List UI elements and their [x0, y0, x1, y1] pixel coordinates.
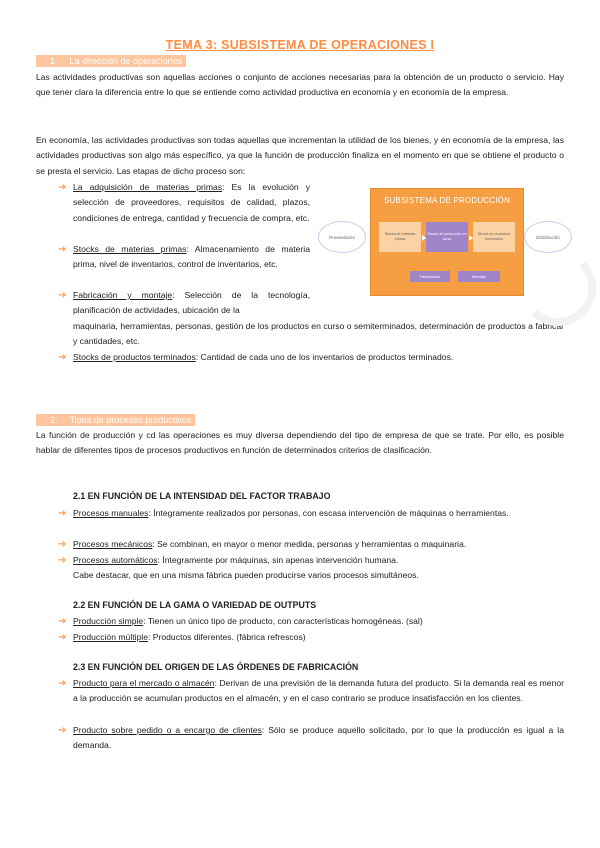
- manufacturing-bar: Fabricación: [410, 271, 450, 282]
- list-item: [58, 614, 564, 629]
- subsection-heading: 2.2 EN FUNCIÓN DE LA GAMA O VARIEDAD DE OUTPUTS: [73, 600, 317, 610]
- arrow-right-icon: ➔: [58, 508, 67, 519]
- list-term: La adquisición de materias primas: [73, 182, 223, 192]
- list-text: : Almacenamiento de materia prima, nivel de inventarios, control de inventarios, etc.: [73, 244, 310, 270]
- list-text: : Sólo se produce aquello solicitado, por lo que la producción es igual a la demanda.: [73, 725, 564, 751]
- list-term: Stocks de materias primas: [73, 244, 187, 254]
- list-text: : Tienen un único tipo de producto, con características homogéneas. (sal): [143, 616, 423, 626]
- subsection-heading: 2.1 EN FUNCIÓN DE LA INTENSIDAD DEL FACTOR TRABAJO: [73, 491, 331, 501]
- subsystem-frame: [370, 188, 524, 296]
- list-term: Procesos automáticos: [73, 555, 158, 565]
- list-item: [58, 553, 564, 568]
- list-item: [58, 676, 564, 707]
- list-term: Procesos mecánicos: [73, 539, 153, 549]
- list-text: : Íntegramente por máquinas, sin apenas intervención humana.: [157, 555, 399, 565]
- list-item: [58, 180, 310, 226]
- arrow-right-icon: ➔: [58, 616, 67, 627]
- list-item: [58, 630, 564, 645]
- section-number: 1.: [50, 56, 58, 66]
- list-item: [58, 537, 564, 552]
- list-continuation: maquinaria, herramientas, personas, gestión de los productos en curso o semiterminados, determinación de productos a fabricar y cantidades, etc.: [73, 321, 564, 347]
- list-item: [58, 350, 564, 365]
- arrow-right-icon: ➔: [58, 244, 67, 255]
- assembly-bar: Montaje: [458, 271, 500, 282]
- paragraph: En economía, las actividades productivas son todas aquellas que incrementan la utilidad de los bienes, y en economía de la empresa, las actividades productivas son algo más específico, ya que la función de producción finaliza en el momento en que se obtiene el producto o se presta el servicio. Las etapas de dicho proceso son:: [36, 135, 564, 176]
- list-text: : Se combinan, en mayor o menor medida, personas y herramientas o maquinaria.: [152, 539, 467, 549]
- list-item: [58, 723, 564, 754]
- raw-materials-stock-box: Stocks de materias primas: [379, 222, 421, 252]
- list-term: Producto sobre pedido o a encargo de clientes: [73, 725, 262, 735]
- list-term: Producto para el mercado o almacén: [73, 678, 215, 688]
- section-heading-text: La dirección de operaciones: [69, 56, 183, 66]
- list-term: Procesos manuales: [73, 508, 149, 518]
- note-text: Cabe destacar, que en una misma fábrica pueden producirse varios procesos simultáneos.: [73, 570, 419, 580]
- list-item: [58, 506, 564, 521]
- suppliers-node: Proveedores: [318, 221, 366, 253]
- arrow-right-icon: ➔: [58, 290, 67, 301]
- list-term: Stocks de productos terminados: [73, 352, 196, 362]
- list-term: Fabricación y montaje: [73, 290, 173, 300]
- arrow-right-icon: ➔: [58, 352, 67, 363]
- list-item: [58, 288, 310, 319]
- list-text: : Cantidad de cada uno de los inventarios de productos terminados.: [195, 352, 454, 362]
- list-term: Producción múltiple: [73, 632, 148, 642]
- finished-goods-stock-box: Stocks de productos terminados: [473, 222, 515, 252]
- list-item: [58, 242, 310, 273]
- section-number: 2.: [50, 415, 58, 425]
- list-text: : Es la evolución y selección de proveedores, requisitos de calidad, plazos, condiciones de entrega, cantidad y frecuencia de compra, etc.: [73, 182, 311, 223]
- paragraph: Las actividades productivas son aquellas acciones o conjunto de acciones necesarias para la obtención de un producto o servicio. Hay que tener clara la diferencia entre lo que se entiende como actividad productiva en economía y en economía de la empresa.: [36, 72, 564, 98]
- list-term: Producción simple: [73, 616, 144, 626]
- list-text: : Íntegramente realizados por personas, con escasa intervención de máquinas o herramientas.: [148, 508, 509, 518]
- page-title: TEMA 3: SUBSISTEMA DE OPERACIONES I: [165, 38, 435, 52]
- arrow-right-icon: ➔: [58, 539, 67, 550]
- subsection-heading: 2.3 EN FUNCIÓN DEL ORIGEN DE LAS ÓRDENES DE FABRICACIÓN: [73, 662, 359, 672]
- arrow-right-icon: ➔: [58, 725, 67, 736]
- arrow-right-icon: ➔: [58, 632, 67, 643]
- arrow-right-icon: ➔: [58, 678, 67, 689]
- section-heading-text: Tipos de procesos productivos: [69, 415, 192, 425]
- arrow-right-icon: ➔: [58, 182, 67, 193]
- list-text: : Productos diferentes. (fábrica refrescos): [148, 632, 306, 642]
- watermark-swirl: [520, 250, 596, 326]
- diagram-title: SUBSISTEMA DE PRODUCCIÓN: [383, 196, 511, 205]
- section-1-heading: [36, 55, 186, 67]
- list-text: : Derivan de una previsión de la demanda futura del producto. Si la demanda real es menor a la producción se acumulan productos en el almacén, y en el caso contrario se produce insatisfacción en los clientes.: [73, 678, 564, 704]
- paragraph: La función de producción y cd las operaciones es muy diversa dependiendo del tipo de empresa de que se trate. Por ello, es posible hablar de diferentes tipos de procesos productivos en función de determinados criterios de clasificación.: [36, 430, 564, 456]
- work-in-progress-box: Stocks de producción en curso: [426, 222, 468, 252]
- list-text: : Selección de la tecnología, planificación de actividades, ubicación de la: [73, 290, 310, 316]
- arrow-right-icon: ➔: [58, 555, 67, 566]
- section-2-heading: [36, 414, 195, 426]
- distribution-node: Distribución: [524, 221, 572, 253]
